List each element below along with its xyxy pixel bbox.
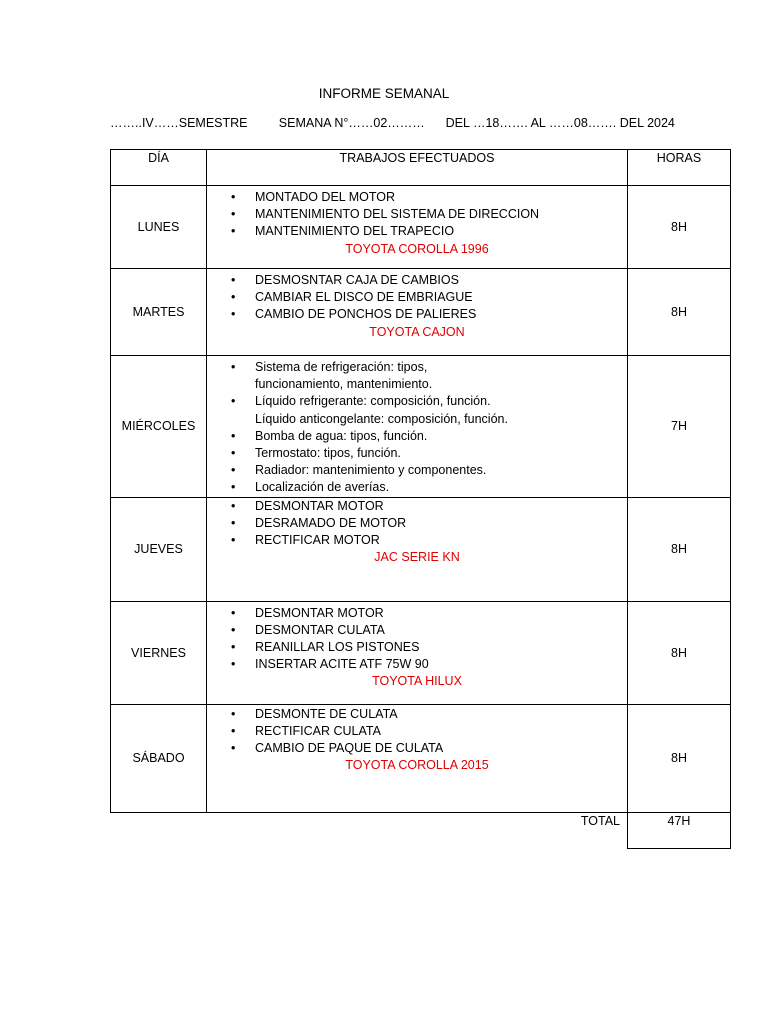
- task-list: [207, 359, 627, 497]
- task-item: • RECTIFICAR CULATA: [255, 723, 627, 740]
- task-item: • DESRAMADO DE MOTOR: [255, 515, 627, 532]
- vehicle-label: TOYOTA CAJON: [369, 324, 465, 339]
- work-cell: [207, 601, 628, 704]
- table-row: [111, 601, 731, 704]
- task-item: • MANTENIMIENTO DEL SISTEMA DE DIRECCION: [255, 206, 627, 223]
- table-row: [111, 186, 731, 269]
- vehicle-label: TOYOTA COROLLA 1996: [345, 241, 489, 256]
- table-row: [111, 704, 731, 812]
- day-cell: SÁBADO: [111, 704, 207, 812]
- task-item: • Líquido refrigerante: composición, función. Líquido anticongelante: composición, función.: [255, 393, 567, 427]
- task-list: [207, 605, 627, 674]
- task-item: • DESMONTAR CULATA: [255, 622, 627, 639]
- vehicle-label: TOYOTA HILUX: [372, 674, 462, 689]
- work-cell: [207, 704, 628, 812]
- total-label: TOTAL: [580, 813, 620, 828]
- day-cell: VIERNES: [111, 601, 207, 704]
- day-cell: MARTES: [111, 269, 207, 356]
- task-item: • DESMONTAR MOTOR: [255, 605, 627, 622]
- hours-cell: 8H: [628, 704, 731, 812]
- work-cell: [207, 186, 628, 269]
- vehicle-label: TOYOTA COROLLA 2015: [345, 758, 489, 773]
- table-row: [111, 269, 731, 356]
- task-item: • CAMBIO DE PAQUE DE CULATA: [255, 740, 627, 757]
- table-row: [111, 497, 731, 601]
- task-item: • Localización de averías.: [255, 479, 567, 496]
- day-cell: MIÉRCOLES: [111, 356, 207, 498]
- day-cell: JUEVES: [111, 497, 207, 601]
- task-item: • DESMONTE DE CULATA: [255, 706, 627, 723]
- work-cell: [207, 497, 628, 601]
- header-row: [111, 150, 731, 186]
- task-item: • Radiador: mantenimiento y componentes.: [255, 462, 567, 479]
- total-value: 47H: [628, 812, 731, 848]
- task-list: [207, 189, 627, 241]
- hours-cell: 8H: [628, 269, 731, 356]
- table-row: [111, 356, 731, 498]
- task-item: • CAMBIO DE PONCHOS DE PALIERES: [255, 306, 627, 323]
- weekly-report-table: [110, 149, 731, 849]
- hours-cell: 8H: [628, 186, 731, 269]
- total-row: [111, 812, 731, 848]
- header-work: TRABAJOS EFECTUADOS: [207, 150, 628, 186]
- task-list: [207, 272, 627, 324]
- task-item: • RECTIFICAR MOTOR: [255, 532, 627, 549]
- task-item: • DESMONTAR MOTOR: [255, 498, 627, 515]
- task-item: • DESMOSNTAR CAJA DE CAMBIOS: [255, 272, 627, 289]
- hours-cell: 8H: [628, 497, 731, 601]
- task-item: • MONTADO DEL MOTOR: [255, 189, 627, 206]
- report-title: INFORME SEMANAL: [318, 86, 450, 101]
- work-cell: [207, 269, 628, 356]
- report-period: ……..IV……SEMESTRE SEMANA N°……02……… DEL …18……. AL ……08……. DEL 2024: [110, 116, 675, 130]
- task-item: • Termostato: tipos, función.: [255, 445, 567, 462]
- task-item: • CAMBIAR EL DISCO DE EMBRIAGUE: [255, 289, 627, 306]
- hours-cell: 7H: [628, 356, 731, 498]
- hours-cell: 8H: [628, 601, 731, 704]
- vehicle-label: JAC SERIE KN: [374, 550, 460, 565]
- day-cell: LUNES: [111, 186, 207, 269]
- task-item: • REANILLAR LOS PISTONES: [255, 639, 627, 656]
- task-item: • INSERTAR ACITE ATF 75W 90: [255, 656, 627, 673]
- header-hours: HORAS: [628, 150, 731, 186]
- header-day: DÍA: [111, 150, 207, 186]
- task-item: • Bomba de agua: tipos, función.: [255, 428, 567, 445]
- work-cell: [207, 356, 628, 498]
- task-list: [207, 498, 627, 550]
- task-list: [207, 706, 627, 758]
- task-item: • MANTENIMIENTO DEL TRAPECIO: [255, 223, 627, 240]
- task-item: • Sistema de refrigeración: tipos, funcionamiento, mantenimiento.: [255, 359, 567, 393]
